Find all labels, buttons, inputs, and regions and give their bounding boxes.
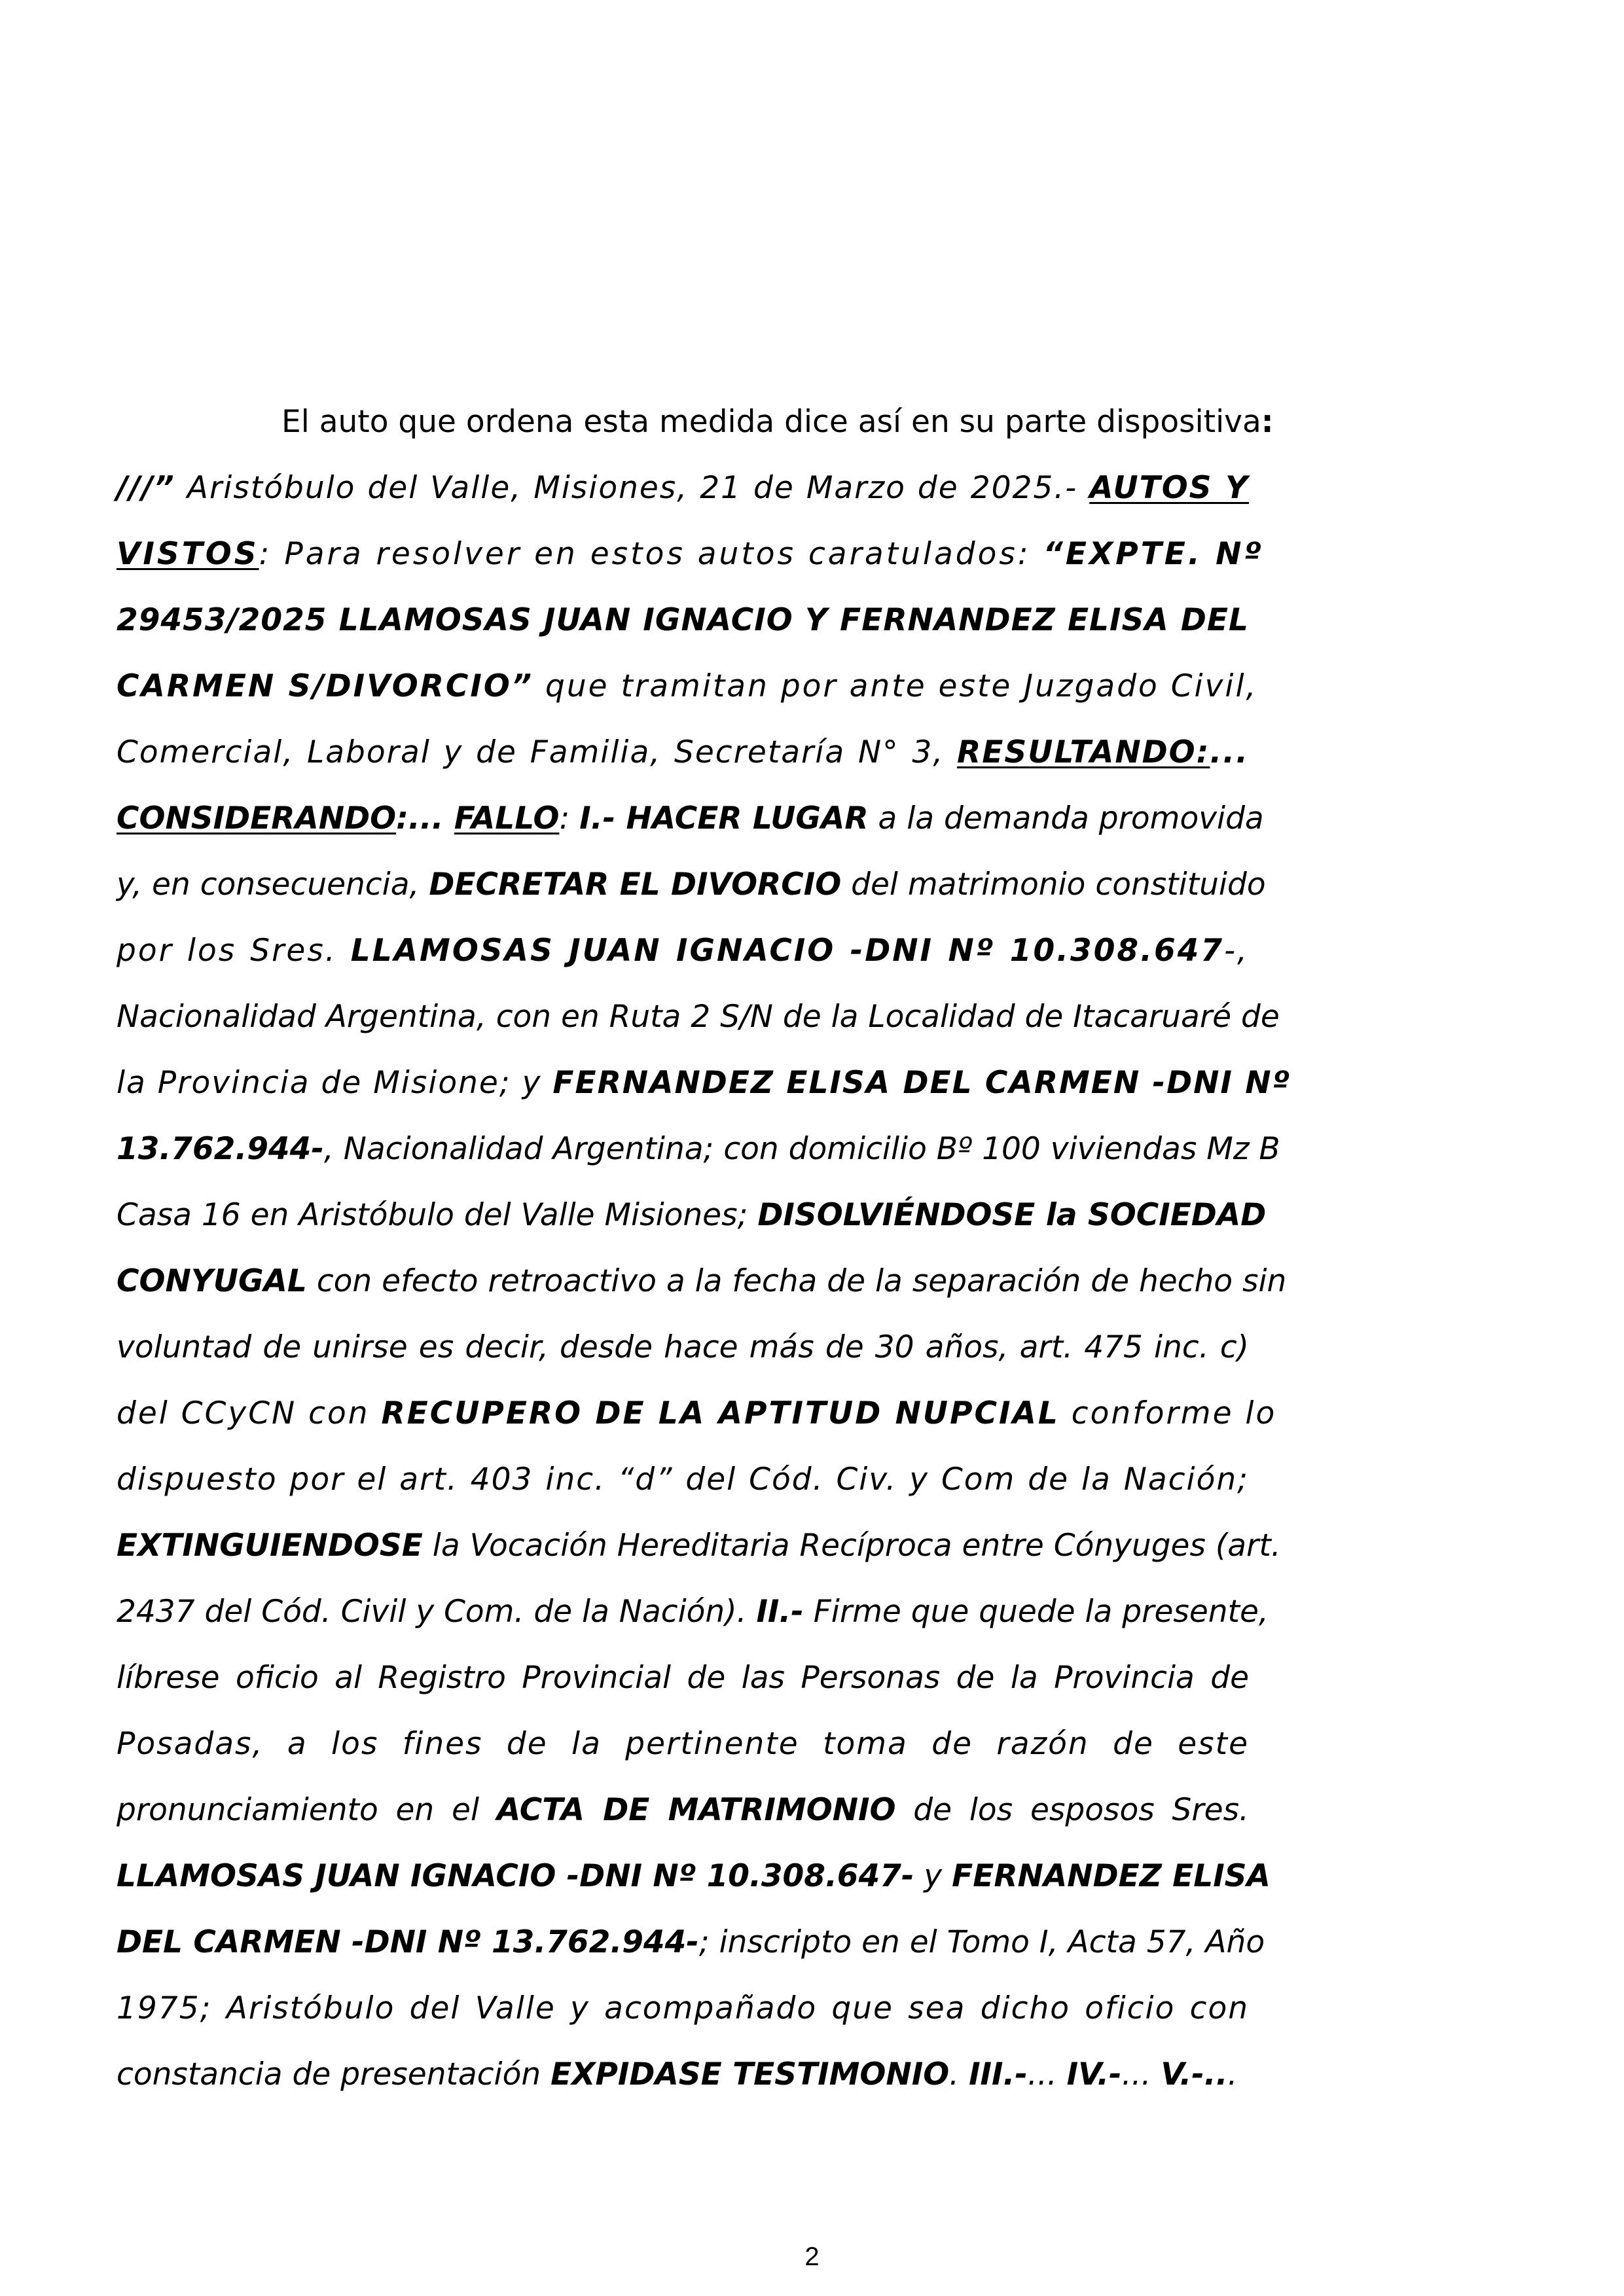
- paragraph-line: [117, 1909, 1265, 1975]
- text-run: líbrese oficio al Registro Provincial de las Personas de la Provincia de: [117, 1660, 1249, 1696]
- paragraph-line: [117, 1513, 1281, 1579]
- text-run: , Nacionalidad Argentina; con domicilio Bº 100 viviendas Mz B: [323, 1131, 1280, 1167]
- text-run: AUTOS Y: [1089, 470, 1249, 506]
- text-run: ///”: [117, 470, 175, 506]
- paragraph-line: [117, 587, 1249, 653]
- paragraph-line: [117, 521, 1264, 587]
- text-run: .: [949, 2056, 969, 2092]
- text-run: 13.762.944-: [117, 1131, 324, 1167]
- text-run: Comercial, Laboral y de Familia, Secretaría N° 3,: [117, 734, 958, 770]
- text-run: ; inscripto en el Tomo I, Acta 57, Año: [698, 1924, 1265, 1960]
- paragraph-line: [117, 1579, 1269, 1645]
- text-run: El auto que ordena esta medida dice así en su parte dispositiva: [281, 404, 1261, 440]
- text-run: ...: [1210, 734, 1249, 770]
- paragraph-line: [117, 1645, 1249, 1711]
- text-run: CARMEN S/DIVORCIO”: [117, 668, 534, 704]
- paragraph-line: [117, 984, 1280, 1050]
- text-run: del CCyCN con: [117, 1395, 382, 1431]
- text-run: con efecto retroactivo a la fecha de la separación de hecho sin: [306, 1263, 1287, 1299]
- text-run: la Provincia de Misione; y: [117, 1065, 553, 1101]
- text-run: LLAMOSAS JUAN IGNACIO -DNI Nº 10.308.647-: [117, 1858, 914, 1894]
- document-body: [117, 389, 1291, 2108]
- text-run: FERNANDEZ ELISA: [952, 1858, 1271, 1894]
- text-run: ...: [1121, 2056, 1161, 2092]
- text-run: CONYUGAL: [117, 1263, 307, 1299]
- paragraph-line: [117, 785, 1264, 852]
- text-run: ACTA DE MATRIMONIO: [496, 1792, 896, 1828]
- text-run: FERNANDEZ ELISA DEL CARMEN -DNI Nº: [552, 1065, 1291, 1101]
- text-run: DECRETAR EL DIVORCIO: [429, 867, 842, 903]
- text-run: ...: [1027, 2056, 1067, 2092]
- text-run: LLAMOSAS JUAN IGNACIO -DNI Nº 10.308.647: [350, 933, 1225, 969]
- text-run: conforme lo: [1059, 1395, 1277, 1431]
- text-run: y, en consecuencia,: [117, 867, 429, 903]
- page-number: 2: [804, 2242, 820, 2271]
- paragraph-line: [117, 1843, 1271, 1909]
- text-run: III.-: [969, 2056, 1028, 2092]
- paragraph-line: [117, 1050, 1291, 1116]
- text-run: FALLO: [454, 800, 560, 836]
- text-run: que tramitan por ante este Juzgado Civil,: [533, 668, 1258, 704]
- text-run: EXTINGUIENDOSE: [117, 1528, 423, 1564]
- paragraph-line: [117, 653, 1258, 719]
- text-run: I.- HACER LUGAR: [579, 800, 869, 836]
- paragraph-line: [117, 1116, 1280, 1182]
- text-run: Aristóbulo del Valle, Misiones, 21 de Marzo de 2025.-: [175, 470, 1090, 506]
- text-run: “EXPTE. Nº: [1043, 536, 1264, 572]
- text-run: por los Sres.: [117, 933, 351, 969]
- text-run: voluntad de unirse es decir, desde hace más de 30 años, art. 475 inc. c): [117, 1329, 1249, 1365]
- text-run: 1975; Aristóbulo del Valle y acompañado que sea dicho oficio con: [117, 1990, 1249, 2026]
- paragraph-line: [117, 1182, 1267, 1248]
- text-run: : Para resolver en estos autos caratulados:: [259, 536, 1043, 572]
- text-run: :: [559, 800, 580, 836]
- text-run: -,: [1224, 933, 1249, 969]
- text-run: DISOLVIÉNDOSE la SOCIEDAD: [757, 1197, 1267, 1233]
- text-run: .: [1227, 2056, 1238, 2092]
- text-run: CONSIDERANDO: [117, 800, 397, 836]
- text-run: pronunciamiento en el: [117, 1792, 497, 1828]
- text-run: RECUPERO DE LA APTITUD NUPCIAL: [381, 1395, 1060, 1431]
- paragraph-line: [117, 2041, 1249, 2108]
- text-run: a la demanda promovida: [868, 800, 1264, 836]
- paragraph-line: [117, 455, 1249, 521]
- paragraph-line: [117, 389, 1274, 455]
- paragraph-line: [117, 1975, 1249, 2041]
- text-run: :: [1261, 404, 1274, 440]
- text-run: dispuesto por el art. 403 inc. “d” del Cód. Civ. y Com de la Nación;: [117, 1462, 1249, 1498]
- paragraph-line: [117, 1777, 1249, 1843]
- text-run: Nacionalidad Argentina, con en Ruta 2 S/N de la Localidad de Itacaruaré de: [117, 999, 1280, 1035]
- text-run: :...: [396, 800, 454, 836]
- text-run: II.-: [756, 1594, 804, 1630]
- paragraph-line: [117, 1248, 1287, 1314]
- text-run: Casa 16 en Aristóbulo del Valle Misiones;: [117, 1197, 758, 1233]
- text-run: y: [914, 1858, 952, 1894]
- text-run: 29453/2025 LLAMOSAS JUAN IGNACIO Y FERNANDEZ ELISA DEL: [117, 602, 1249, 638]
- paragraph-line: [117, 852, 1266, 918]
- paragraph-line: [117, 1380, 1277, 1446]
- paragraph-line: [117, 1446, 1249, 1513]
- text-run: Firme que quede la presente,: [803, 1594, 1269, 1630]
- text-run: VISTOS: [117, 536, 259, 572]
- text-run: V.-..: [1161, 2056, 1228, 2092]
- text-run: 2437 del Cód. Civil y Com. de la Nación).: [117, 1594, 757, 1630]
- text-run: la Vocación Hereditaria Recíproca entre Cónyuges (art.: [422, 1528, 1281, 1564]
- paragraph-line: [117, 1711, 1249, 1777]
- text-run: de los esposos Sres.: [895, 1792, 1249, 1828]
- text-run: constancia de presentación: [117, 2056, 551, 2092]
- text-run: del matrimonio constituido: [841, 867, 1266, 903]
- paragraph-line: [117, 1314, 1249, 1380]
- paragraph-line: [117, 918, 1249, 984]
- paragraph-line: [117, 719, 1249, 785]
- text-run: Posadas, a los fines de la pertinente toma de razón de este: [117, 1726, 1249, 1762]
- text-run: DEL CARMEN -DNI Nº 13.762.944-: [117, 1924, 699, 1960]
- text-run: IV.-: [1066, 2056, 1122, 2092]
- text-run: RESULTANDO:: [957, 734, 1210, 770]
- text-run: EXPIDASE TESTIMONIO: [550, 2056, 950, 2092]
